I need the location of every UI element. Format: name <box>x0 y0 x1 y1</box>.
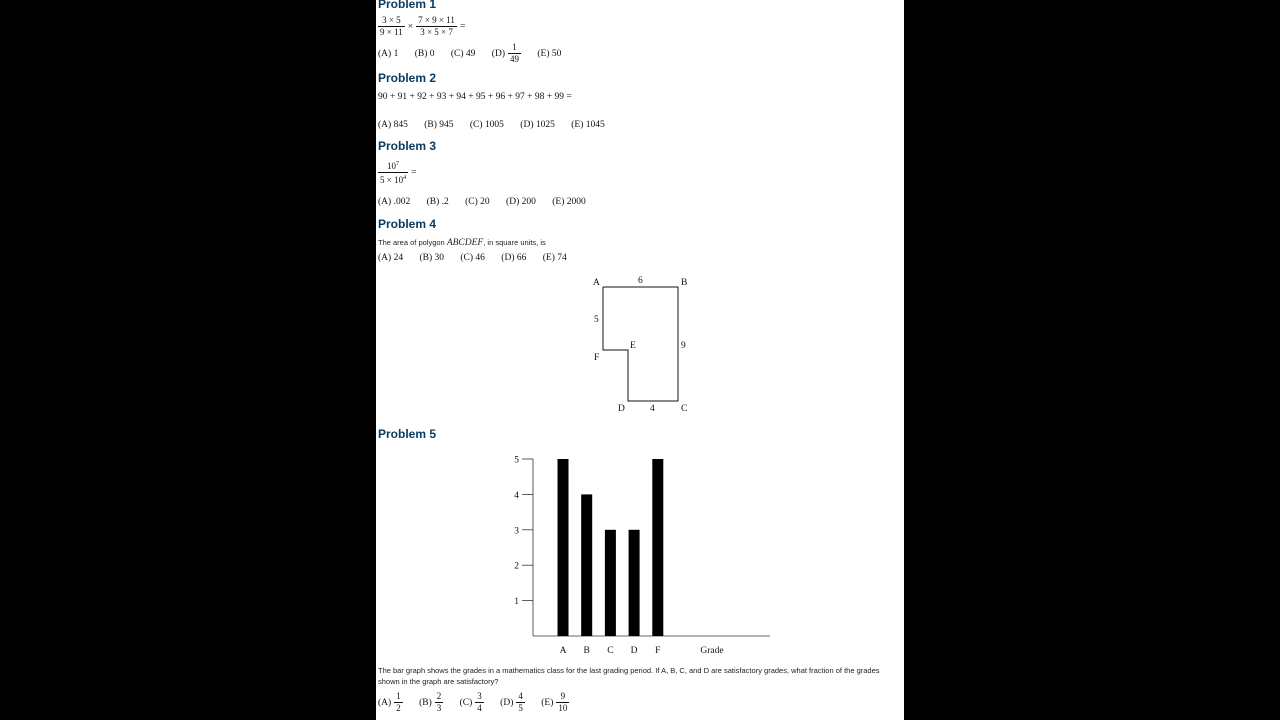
fraction <box>435 691 444 714</box>
fraction <box>394 691 403 714</box>
length-label-dc: 4 <box>650 404 655 414</box>
chart-labels <box>514 456 723 657</box>
x-tick-label: C <box>607 646 614 656</box>
page <box>376 0 904 720</box>
choice-d[interactable]: (D) 200 <box>506 197 536 207</box>
bar-b <box>581 494 592 636</box>
numerator: 3 × 5 <box>382 15 401 25</box>
numerator: 3 <box>477 691 482 702</box>
denominator: 10 <box>558 703 568 714</box>
problem-1-choices <box>378 42 575 66</box>
choice-c[interactable] <box>460 690 484 716</box>
choice-d[interactable] <box>500 690 525 716</box>
fraction <box>378 159 408 186</box>
numerator: 9 <box>560 691 566 702</box>
fraction <box>556 691 569 714</box>
choice-e[interactable]: (E) 50 <box>537 49 562 59</box>
equals-sign: = <box>459 21 466 32</box>
den-exponent: 4 <box>403 175 407 181</box>
fraction <box>516 691 525 714</box>
denominator: 2 <box>396 703 401 714</box>
choice-e[interactable]: (E) 74 <box>542 253 567 263</box>
polygon-name: ABCDEF <box>446 238 484 248</box>
choice-b[interactable] <box>419 690 443 716</box>
choice-d[interactable]: (D) 1025 <box>520 120 555 130</box>
problem-2-title: Problem 2 <box>378 71 437 85</box>
choice-b[interactable]: (B) 945 <box>424 120 454 130</box>
length-label-af: 5 <box>594 315 599 325</box>
prose-before: The area of polygon <box>378 238 445 247</box>
choice-e[interactable]: (E) 2000 <box>552 197 586 207</box>
choice-c[interactable]: (C) 1005 <box>469 120 504 130</box>
choice-label: (B) <box>419 698 432 708</box>
choice-label: (D) <box>500 698 514 708</box>
y-tick-label: 3 <box>514 526 519 537</box>
denominator: 49 <box>510 54 519 65</box>
choice-label: (D) <box>491 49 505 59</box>
problem-3-expression <box>378 159 419 186</box>
problem-1-expression <box>378 15 468 38</box>
denominator <box>378 172 408 186</box>
vertex-label-b: B <box>681 278 688 288</box>
numerator: 1 <box>396 691 401 702</box>
choice-label: (E) <box>541 698 554 708</box>
x-tick-label: F <box>655 646 661 656</box>
equals-sign: = <box>411 167 417 178</box>
problem-4-title: Problem 4 <box>378 217 437 231</box>
denominator: 3 <box>436 703 442 714</box>
numerator: 4 <box>518 691 523 702</box>
problem-3-choices <box>378 197 600 207</box>
vertex-label-a: A <box>593 278 600 288</box>
prose-after: , in square units, is <box>483 238 546 247</box>
choice-label: (C) <box>459 698 473 708</box>
choice-c[interactable]: (C) 46 <box>460 253 485 263</box>
choice-a[interactable]: (A) 845 <box>378 120 408 130</box>
problem-1-title: Problem 1 <box>378 0 437 11</box>
bar-a <box>558 459 569 636</box>
bar-c <box>605 530 616 636</box>
denominator: 9 × 11 <box>380 27 403 37</box>
x-axis-label: Grade <box>700 646 724 656</box>
choice-e[interactable]: (E) 1045 <box>571 120 605 130</box>
vertex-label-d: D <box>618 404 625 414</box>
grade-bar-chart <box>496 448 776 662</box>
numerator: 2 <box>436 691 442 702</box>
x-tick-label: A <box>559 646 567 656</box>
choice-d[interactable] <box>492 42 521 66</box>
choice-b[interactable]: (B) 30 <box>419 253 444 263</box>
problem-4-choices <box>378 253 581 263</box>
polygon-figure <box>576 268 706 420</box>
chart-bars <box>558 459 664 636</box>
denominator: 5 <box>518 703 523 714</box>
problem-3-title: Problem 3 <box>378 139 437 153</box>
fraction <box>416 15 457 38</box>
numerator: 7 × 9 × 11 <box>418 15 455 25</box>
fraction <box>508 42 521 65</box>
choice-b[interactable]: (B) 0 <box>414 49 435 59</box>
den-base: 5 × 10 <box>380 175 404 185</box>
choice-a[interactable]: (A) 24 <box>378 253 404 263</box>
y-tick-label: 2 <box>514 561 519 572</box>
y-tick-label: 4 <box>514 490 519 501</box>
problem-5-title: Problem 5 <box>378 427 437 441</box>
choice-b[interactable]: (B) .2 <box>426 197 449 207</box>
choice-c[interactable]: (C) 49 <box>450 49 476 59</box>
y-tick-label: 1 <box>514 597 519 608</box>
x-tick-label: D <box>630 646 638 656</box>
problem-5-choices <box>378 690 583 716</box>
choice-label: (A) <box>378 698 392 708</box>
problem-2-choices <box>378 120 619 130</box>
numerator <box>378 159 408 172</box>
vertex-label-f: F <box>594 353 600 363</box>
polygon-abcdef <box>603 287 678 401</box>
numerator: 1 <box>512 42 517 53</box>
problem-4-prose <box>378 237 546 249</box>
choice-d[interactable]: (D) 66 <box>501 253 527 263</box>
times-sign: × <box>407 21 414 32</box>
choice-e[interactable] <box>541 690 569 716</box>
choice-a[interactable]: (A) .002 <box>378 197 411 207</box>
fraction <box>378 15 405 38</box>
bar-f <box>652 459 663 636</box>
choice-a[interactable] <box>378 690 403 716</box>
problem-5-prose: The bar graph shows the grades in a mathematics class for the last grading period. If A, B, C, and D are satisfactory grades, what fraction of the grades shown in the graph are satisfactory? <box>378 666 880 686</box>
bar-d <box>629 530 640 636</box>
length-label-ab: 6 <box>638 276 643 286</box>
fraction <box>475 691 484 714</box>
vertex-label-e: E <box>630 341 636 351</box>
choice-c[interactable]: (C) 20 <box>465 197 490 207</box>
denominator: 3 × 5 × 7 <box>416 26 457 38</box>
y-tick-label: 5 <box>514 455 519 466</box>
length-label-bc: 9 <box>681 341 686 351</box>
choice-a[interactable]: (A) 1 <box>378 49 399 59</box>
denominator: 4 <box>477 703 482 714</box>
num-base: 10 <box>387 161 397 171</box>
num-exponent: 7 <box>396 161 400 167</box>
problem-2-expression: 90 + 91 + 92 + 93 + 94 + 95 + 96 + 97 + 98 + 99 = <box>378 92 572 102</box>
vertex-label-c: C <box>681 404 688 414</box>
x-tick-label: B <box>583 646 590 656</box>
